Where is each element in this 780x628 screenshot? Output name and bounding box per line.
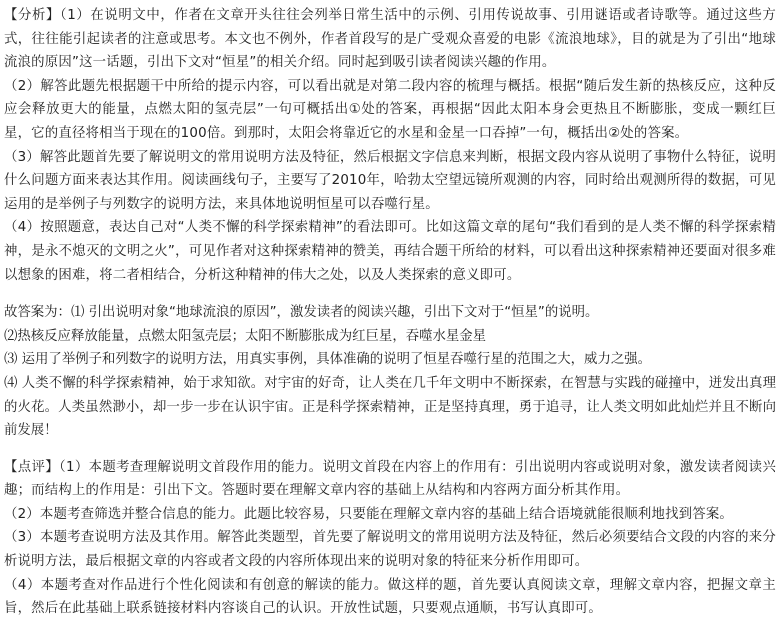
comment-paragraph-1: 【点评】（1）本题考查理解说明文首段作用的能力。说明文首段在内容上的作用有：引出说明内容或说明对象，激发读者阅读兴趣；而结构上的作用是：引出下文。答题时要在理解文章内容的基础上从结构和内容两方面分析其作用。 xyxy=(4,459,776,499)
answer-line-3: ⑶ 运用了举例子和列数字的说明方法，用真实事例，具体准确的说明了恒星吞噬行星的范围之大，威力之强。 xyxy=(4,352,652,368)
analysis-paragraph-1: 【分析】（1）在说明文中，作者在文章开头往往会列举日常生活中的示例、引用传说故事、引用谜语或者诗歌等。通过这些方式，往往能引起读者的注意或思考。本文也不例外，作者首段写的是广受观众喜爱的电影《流浪地球》，目的就是为了引出“地球流浪的原因”这一话题，引出下文对“恒星”的相关介绍。同时起到吸引读者阅读兴趣的作用。 xyxy=(4,8,776,71)
comment-paragraph-2: （2）本题考查筛选并整合信息的能力。此题比较容易，只要能在理解文章内容的基础上结合语境就能很顺利地找到答案。 xyxy=(4,506,734,522)
analysis-paragraph-2: （2）解答此题先根据题干中所给的提示内容，可以看出就是对第二段内容的梳理与概括。根据“随后发生新的热核反应，这种反应会释放更大的能量，点燃太阳的氢壳层”一句可概括出①处的答案，再根据“因此太阳本身会更热且不断膨胀，变成一颗红巨星，它的直径将相当于现在的100倍。到那时，太阳会将靠近它的水星和金星一口吞掉”一句，概括出②处的答案。 xyxy=(4,78,776,141)
spacer xyxy=(4,287,776,301)
answer-line-1: 故答案为：⑴ 引出说明对象“地球流浪的原因”，激发读者的阅读兴趣，引出下文对于“恒星”的说明。 xyxy=(4,305,599,321)
answer-section xyxy=(4,301,776,443)
analysis-paragraph-3: （3）解答此题首先要了解说明文的常用说明方法及特征，然后根据文字信息来判断，根据文段内容从说明了事物什么特征，说明什么问题方面来表达其作用。阅读画线句子，主要写了2010年，哈勃太空望远镜所观测的内容，同时给出观测所得的数据，可见运用的是举例子与列数字的说明方法，来具体地说明恒星可以吞噬行星。 xyxy=(4,149,776,212)
spacer xyxy=(4,443,776,456)
analysis-paragraph-4: （4）按照题意，表达自己对“人类不懈的科学探索精神”的看法即可。比如这篇文章的尾句“我们看到的是人类不懈的科学探索精神，是永不熄灭的文明之火”，可见作者对这种探索精神的赞美，再结合题干所给的材料，可以看出这种探索精神还要面对很多难以想象的困难，将二者相结合，分析这种精神的伟大之处，以及人类探索的意义即可。 xyxy=(4,220,776,283)
answer-line-4: ⑷ 人类不懈的科学探索精神，始于求知欲。对宇宙的好奇，让人类在几千年文明中不断探索，在智慧与实践的碰撞中，迸发出真理的火花。人类虽然渺小，却一步一步在认识宇宙。正是科学探索精神，正是坚持真理，勇于追寻，让人类文明如此灿烂并且不断向前发展！ xyxy=(4,375,776,439)
answer-line-2: ⑵热核反应释放能量，点燃太阳氢壳层；太阳不断膨胀成为红巨星，吞噬水星金星 xyxy=(4,328,487,344)
comment-section xyxy=(4,456,776,621)
comment-paragraph-4: （4）本题考查对作品进行个性化阅读和有创意的解读的能力。做这样的题，首先要认真阅读文章，理解文章内容，把握文章主旨，然后在此基础上联系链接材料内容谈自己的认识。开放性试题，只要观点通顺，书写认真即可。 xyxy=(4,577,776,617)
comment-paragraph-3: （3）本题考查说明方法及其作用。解答此类题型，首先要了解说明文的常用说明方法及特征，然后必须要结合文段的内容的来分析说明方法，最后根据文章的内容或者文段的内容所体现出来的说明对象的特征来分析作用即可。 xyxy=(4,530,776,570)
analysis-section xyxy=(4,4,776,287)
